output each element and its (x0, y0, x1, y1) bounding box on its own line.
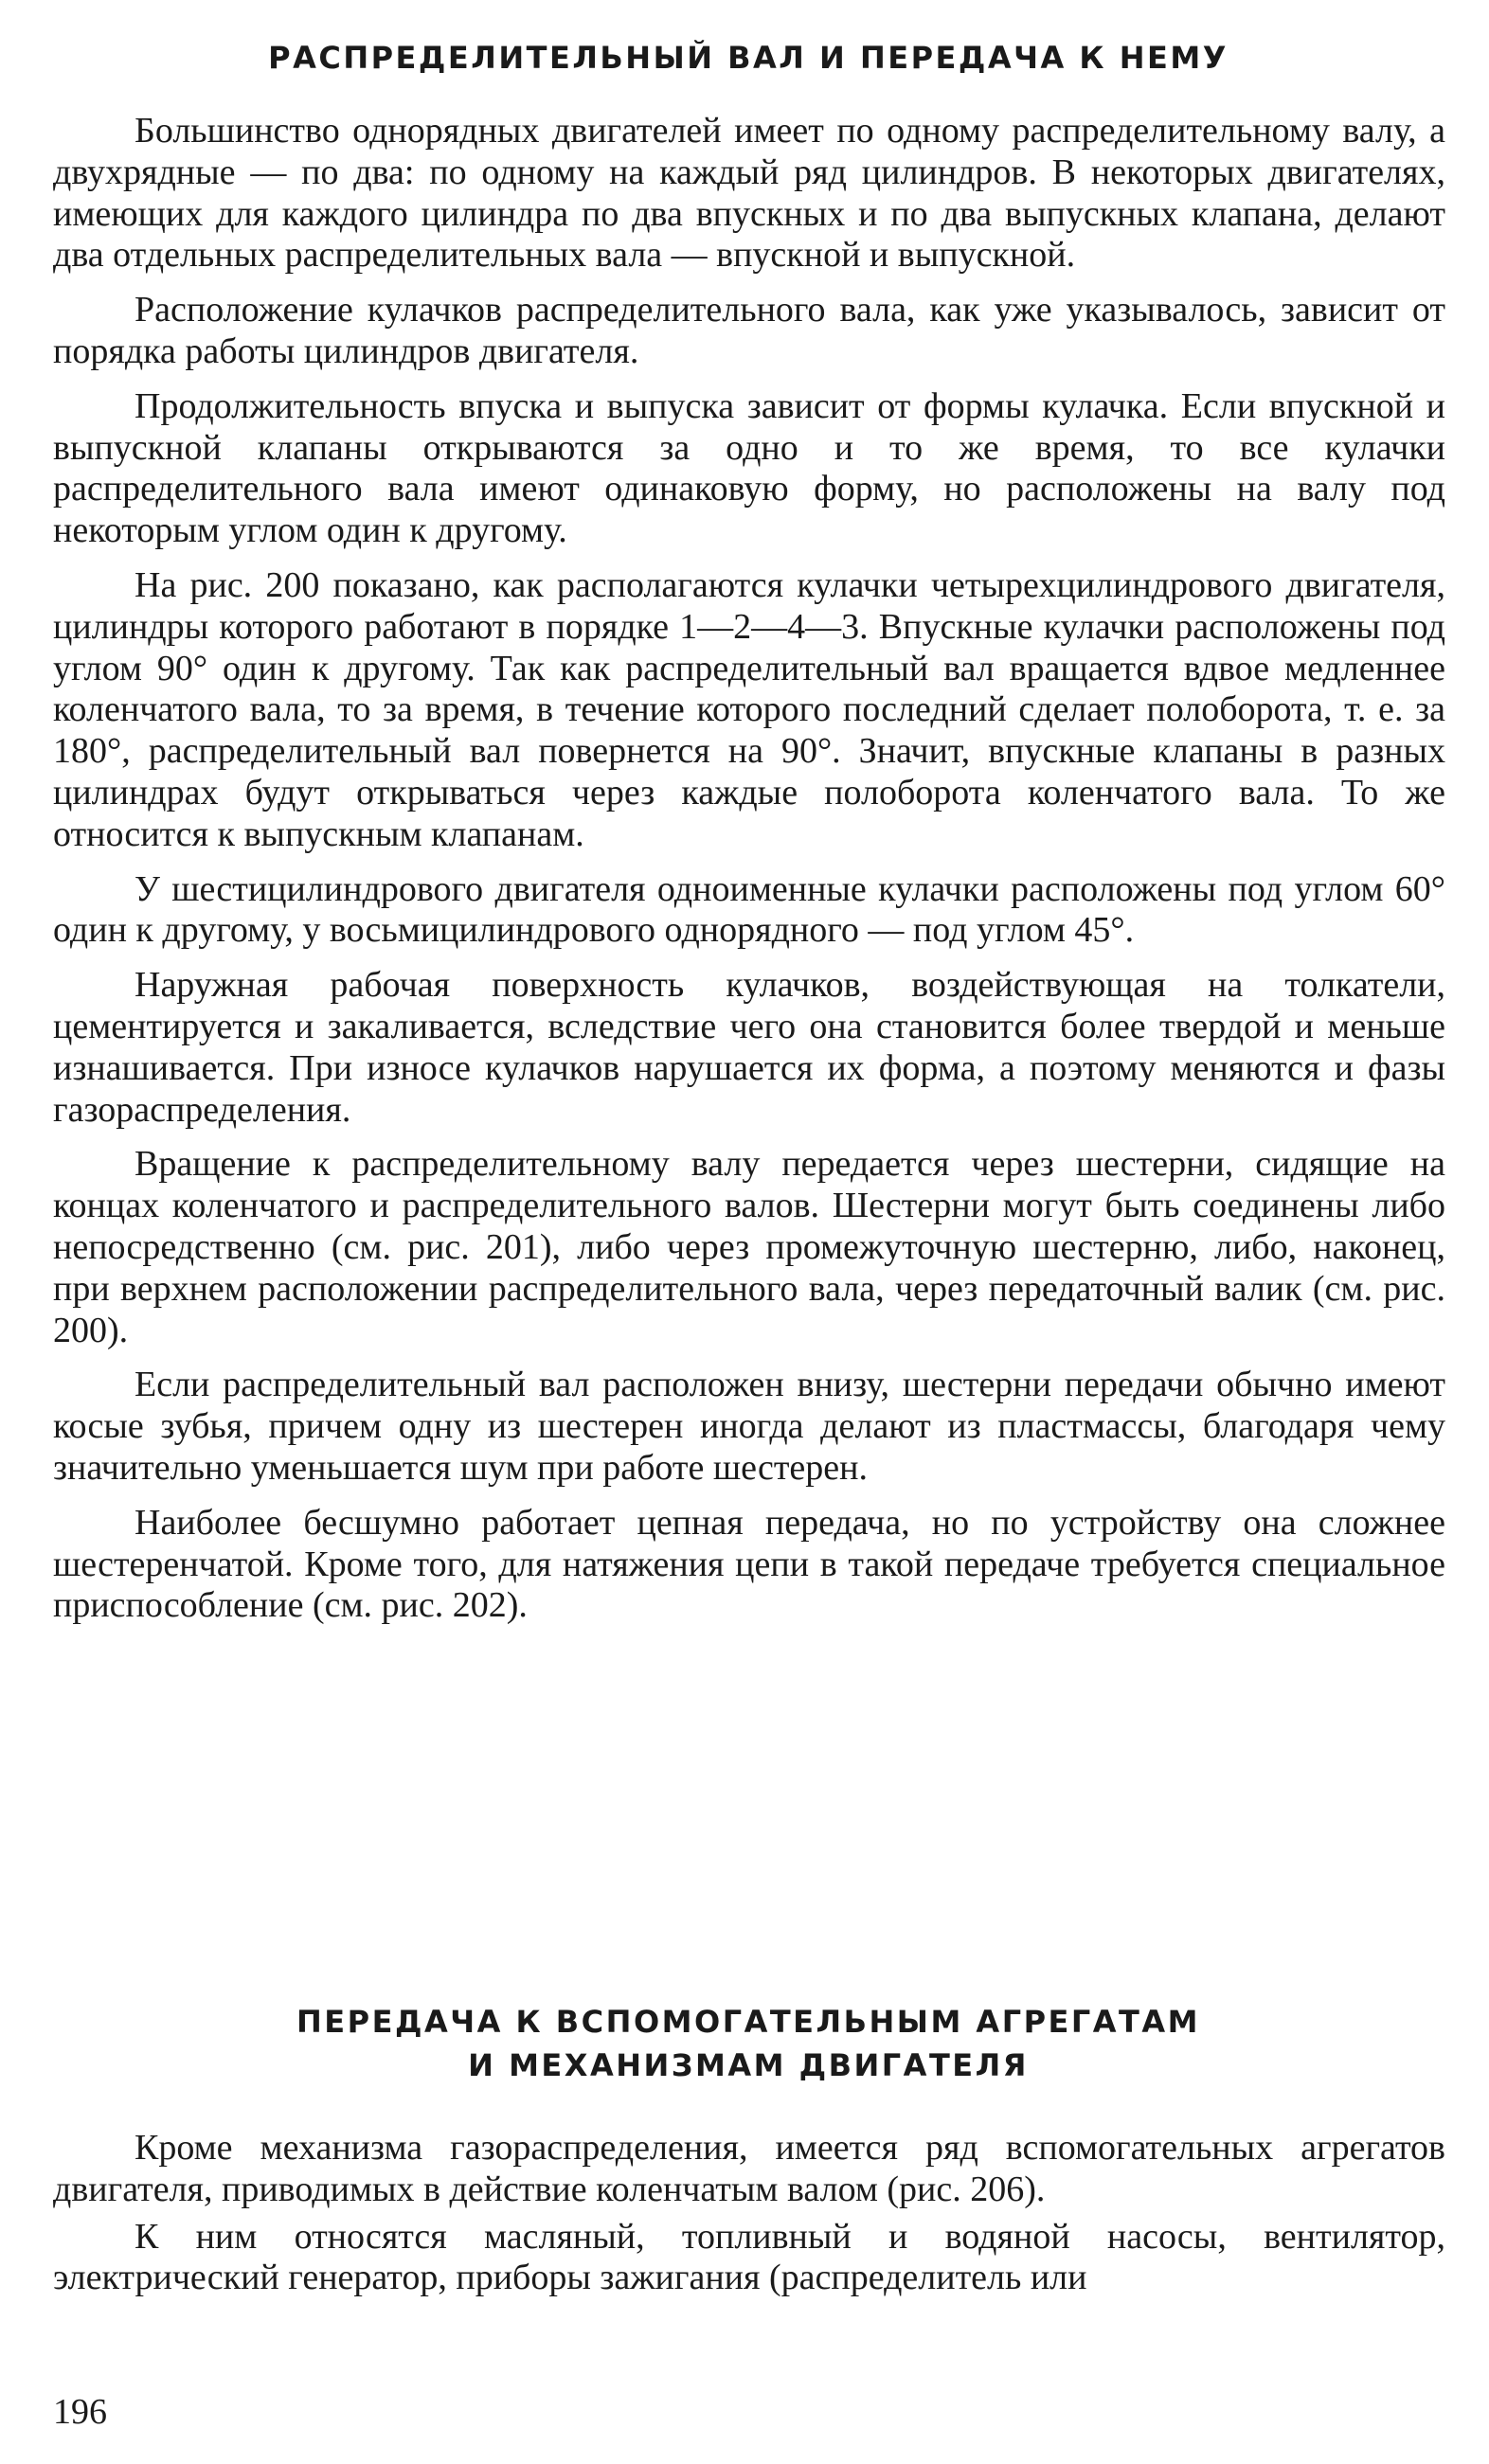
section-heading-auxiliary-drive (133, 2000, 1364, 2087)
paragraph: Если распределительный вал расположен внизу, шестерни передачи обычно имеют косые зубья, причем одну из шестерен иногда делают из пластмассы, благодаря чему значительно уменьшается шум при работе шестерен. (53, 1365, 1445, 1488)
paragraph: Большинство однорядных двигателей имеет по одному распределительному валу, а двухрядные — по два: по одному на каждый ряд цилиндров. В некоторых двигателях, имеющих для каждого цилиндра по два впускных и по два выпускных клапана, делают два отдельных распределительных вала — впускной и выпускной. (53, 111, 1445, 276)
paragraph: У шестицилиндрового двигателя одноименные кулачки расположены под углом 60° один к другому, у восьмицилиндрового однорядного — под углом 45°. (53, 868, 1445, 951)
heading-text: РАСПРЕДЕЛИТЕЛЬНЫЙ ВАЛ И ПЕРЕДАЧА К НЕМУ (268, 40, 1229, 76)
paragraph: К ним относятся масляный, топливный и водяной насосы, вентилятор, электрический генератор, приборы зажигания (распределитель или (53, 2216, 1445, 2298)
paragraph: Продолжительность впуска и выпуска зависит от формы кулачка. Если впускной и выпускной клапаны открываются за одно и то же время, то все кулачки распределительного вала имеют одинаковую форму, но расположены на валу под некоторым углом один к другому. (53, 385, 1445, 551)
paragraph: На рис. 200 показано, как располагаются кулачки четырехцилиндрового двигателя, цилиндры которого работают в порядке 1—2—4—3. Впускные кулачки расположены под углом 90° один к другому. Так как распределительный вал вращается вдвое медленнее коленчатого вала, то за время, в течение которого последний сделает полоборота, т. е. за 180°, распределительный вал повернется на 90°. Значит, впускные клапаны в разных цилиндрах будут открываться через каждые полоборота коленчатого вала. То же относится к выпускным клапанам. (53, 564, 1445, 854)
paragraph: Наружная рабочая поверхность кулачков, воздействующая на толкатели, цементируется и закаливается, вследствие чего она становится более твердой и меньше изнашивается. При износе кулачков нарушается их форма, а поэтому меняются и фазы газораспределения. (53, 965, 1445, 1130)
section-heading-camshaft (133, 36, 1364, 80)
heading-line-1: ПЕРЕДАЧА К ВСПОМОГАТЕЛЬНЫМ АГРЕГАТАМ (296, 2004, 1200, 2040)
section-body-camshaft (53, 111, 1445, 1640)
paragraph: Кроме механизма газораспределения, имеется ряд вспомогательных агрегатов двигателя, приводимых в действие коленчатым валом (рис. 206). (53, 2128, 1445, 2209)
section-body-auxiliary-drive (53, 2128, 1445, 2305)
page-number: 196 (53, 2392, 107, 2432)
paragraph: Расположение кулачков распределительного вала, как уже указывалось, зависит от порядка работы цилиндров двигателя. (53, 290, 1445, 371)
paragraph: Вращение к распределительному валу передается через шестерни, сидящие на концах коленчатого и распределительного валов. Шестерни могут быть соединены либо непосредственно (см. рис. 201), либо через промежуточную шестерню, либо, наконец, при верхнем расположении распределительного вала, через передаточный валик (см. рис. 200). (53, 1144, 1445, 1350)
paragraph: Наиболее бесшумно работает цепная передача, но по устройству она сложнее шестеренчатой. Кроме того, для натяжения цепи в такой передаче требуется специальное приспособление (см. рис. 202). (53, 1502, 1445, 1626)
heading-line-2: И МЕХАНИЗМАМ ДВИГАТЕЛЯ (468, 2047, 1029, 2083)
